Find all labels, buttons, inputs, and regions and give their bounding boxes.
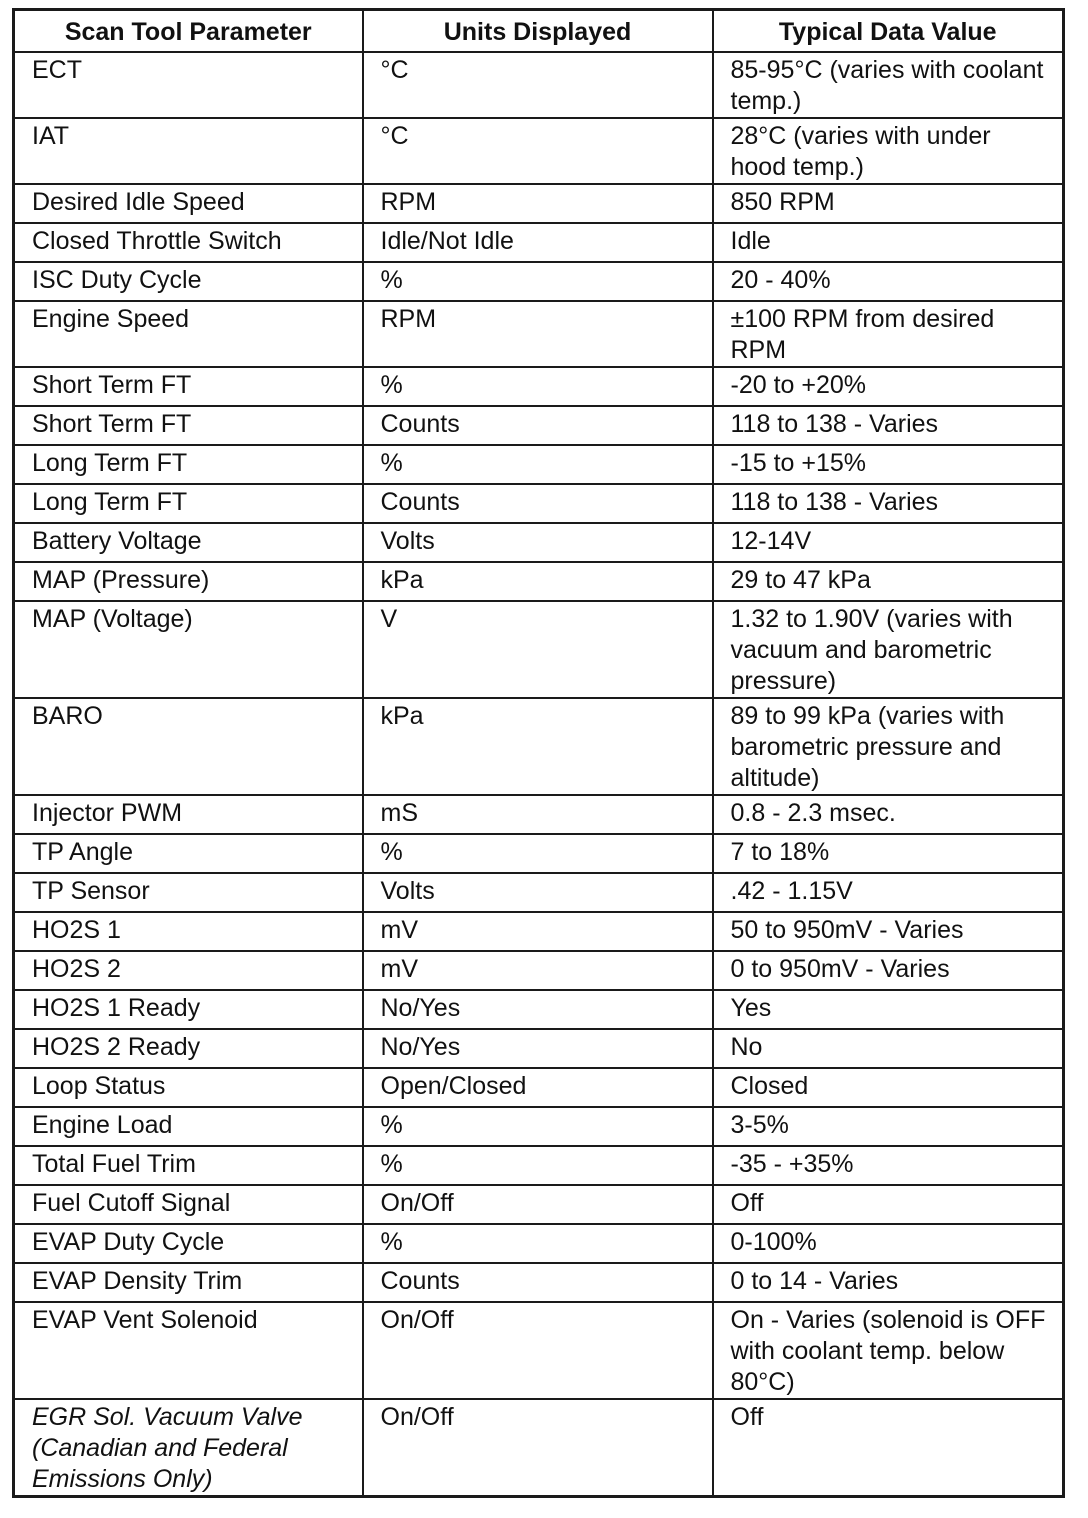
table-row <box>14 1224 1064 1263</box>
parameter-cell: Closed Throttle Switch <box>14 223 363 262</box>
table-row <box>14 834 1064 873</box>
scan-tool-data-table <box>12 8 1065 1498</box>
table-row <box>14 223 1064 262</box>
table-row <box>14 262 1064 301</box>
parameter-cell: IAT <box>14 118 363 184</box>
parameter-cell: Injector PWM <box>14 795 363 834</box>
typical-value-cell: 89 to 99 kPa (varies with barometric pressure and altitude) <box>713 698 1064 795</box>
parameter-cell: Total Fuel Trim <box>14 1146 363 1185</box>
typical-value-cell: Idle <box>713 223 1064 262</box>
parameter-cell: EVAP Vent Solenoid <box>14 1302 363 1399</box>
units-cell: On/Off <box>363 1302 713 1399</box>
typical-value-cell: 28°C (varies with under hood temp.) <box>713 118 1064 184</box>
typical-value-cell: 850 RPM <box>713 184 1064 223</box>
header-typical-data-value: Typical Data Value <box>713 10 1064 53</box>
units-cell: Open/Closed <box>363 1068 713 1107</box>
table-row <box>14 367 1064 406</box>
table-row <box>14 698 1064 795</box>
parameter-cell: Loop Status <box>14 1068 363 1107</box>
table-header-row <box>14 10 1064 53</box>
table-row <box>14 1263 1064 1302</box>
units-cell: % <box>363 1146 713 1185</box>
parameter-cell: Long Term FT <box>14 445 363 484</box>
scan-tool-data-table-container <box>12 8 1062 1498</box>
units-cell: V <box>363 601 713 698</box>
units-cell: kPa <box>363 562 713 601</box>
parameter-cell: Engine Speed <box>14 301 363 367</box>
units-cell: kPa <box>363 698 713 795</box>
typical-value-cell: 1.32 to 1.90V (varies with vacuum and barometric pressure) <box>713 601 1064 698</box>
parameter-cell: HO2S 2 Ready <box>14 1029 363 1068</box>
table-row <box>14 484 1064 523</box>
table-row <box>14 406 1064 445</box>
units-cell: mV <box>363 951 713 990</box>
parameter-cell: Battery Voltage <box>14 523 363 562</box>
table-row <box>14 795 1064 834</box>
units-cell: No/Yes <box>363 990 713 1029</box>
parameter-cell: TP Sensor <box>14 873 363 912</box>
parameter-cell: Engine Load <box>14 1107 363 1146</box>
table-row <box>14 118 1064 184</box>
units-cell: % <box>363 1107 713 1146</box>
units-cell: RPM <box>363 184 713 223</box>
typical-value-cell: Closed <box>713 1068 1064 1107</box>
typical-value-cell: -15 to +15% <box>713 445 1064 484</box>
units-cell: °C <box>363 118 713 184</box>
table-row <box>14 523 1064 562</box>
header-units-displayed: Units Displayed <box>363 10 713 53</box>
units-cell: % <box>363 262 713 301</box>
table-row <box>14 445 1064 484</box>
table-row <box>14 990 1064 1029</box>
table-row <box>14 1302 1064 1399</box>
units-cell: mS <box>363 795 713 834</box>
parameter-cell: HO2S 2 <box>14 951 363 990</box>
table-row <box>14 1107 1064 1146</box>
parameter-cell: ECT <box>14 52 363 118</box>
units-cell: Volts <box>363 873 713 912</box>
typical-value-cell: 118 to 138 - Varies <box>713 484 1064 523</box>
parameter-cell: Short Term FT <box>14 406 363 445</box>
units-cell: On/Off <box>363 1399 713 1497</box>
parameter-cell: Long Term FT <box>14 484 363 523</box>
typical-value-cell: 0 to 14 - Varies <box>713 1263 1064 1302</box>
typical-value-cell: 85-95°C (varies with coolant temp.) <box>713 52 1064 118</box>
parameter-cell: MAP (Pressure) <box>14 562 363 601</box>
units-cell: % <box>363 834 713 873</box>
table-row <box>14 1185 1064 1224</box>
typical-value-cell: 20 - 40% <box>713 262 1064 301</box>
table-row <box>14 1146 1064 1185</box>
typical-value-cell: On - Varies (solenoid is OFF with coolant temp. below 80°C) <box>713 1302 1064 1399</box>
table-row <box>14 1068 1064 1107</box>
parameter-cell: MAP (Voltage) <box>14 601 363 698</box>
parameter-cell: HO2S 1 <box>14 912 363 951</box>
parameter-cell: EGR Sol. Vacuum Valve (Canadian and Federal Emissions Only) <box>14 1399 363 1497</box>
typical-value-cell: 7 to 18% <box>713 834 1064 873</box>
typical-value-cell: 29 to 47 kPa <box>713 562 1064 601</box>
parameter-cell: BARO <box>14 698 363 795</box>
units-cell: Counts <box>363 406 713 445</box>
units-cell: Idle/Not Idle <box>363 223 713 262</box>
parameter-cell: EVAP Density Trim <box>14 1263 363 1302</box>
typical-value-cell: No <box>713 1029 1064 1068</box>
parameter-cell: EVAP Duty Cycle <box>14 1224 363 1263</box>
parameter-cell: Desired Idle Speed <box>14 184 363 223</box>
table-row <box>14 951 1064 990</box>
units-cell: Counts <box>363 484 713 523</box>
typical-value-cell: 0.8 - 2.3 msec. <box>713 795 1064 834</box>
table-row <box>14 301 1064 367</box>
parameter-cell: Fuel Cutoff Signal <box>14 1185 363 1224</box>
table-row <box>14 601 1064 698</box>
units-cell: On/Off <box>363 1185 713 1224</box>
units-cell: RPM <box>363 301 713 367</box>
table-row <box>14 184 1064 223</box>
table-row <box>14 912 1064 951</box>
parameter-cell: HO2S 1 Ready <box>14 990 363 1029</box>
typical-value-cell: -35 - +35% <box>713 1146 1064 1185</box>
units-cell: Volts <box>363 523 713 562</box>
typical-value-cell: 0 to 950mV - Varies <box>713 951 1064 990</box>
typical-value-cell: Yes <box>713 990 1064 1029</box>
units-cell: % <box>363 367 713 406</box>
typical-value-cell: 0-100% <box>713 1224 1064 1263</box>
table-row <box>14 1029 1064 1068</box>
table-row <box>14 1399 1064 1497</box>
units-cell: °C <box>363 52 713 118</box>
typical-value-cell: .42 - 1.15V <box>713 873 1064 912</box>
table-row <box>14 52 1064 118</box>
parameter-cell: TP Angle <box>14 834 363 873</box>
parameter-cell: ISC Duty Cycle <box>14 262 363 301</box>
parameter-cell: Short Term FT <box>14 367 363 406</box>
typical-value-cell: 118 to 138 - Varies <box>713 406 1064 445</box>
typical-value-cell: -20 to +20% <box>713 367 1064 406</box>
typical-value-cell: 12-14V <box>713 523 1064 562</box>
units-cell: % <box>363 1224 713 1263</box>
units-cell: % <box>363 445 713 484</box>
units-cell: mV <box>363 912 713 951</box>
typical-value-cell: 50 to 950mV - Varies <box>713 912 1064 951</box>
units-cell: No/Yes <box>363 1029 713 1068</box>
table-row <box>14 873 1064 912</box>
units-cell: Counts <box>363 1263 713 1302</box>
typical-value-cell: Off <box>713 1399 1064 1497</box>
typical-value-cell: 3-5% <box>713 1107 1064 1146</box>
table-row <box>14 562 1064 601</box>
header-scan-tool-parameter: Scan Tool Parameter <box>14 10 363 53</box>
typical-value-cell: ±100 RPM from desired RPM <box>713 301 1064 367</box>
typical-value-cell: Off <box>713 1185 1064 1224</box>
